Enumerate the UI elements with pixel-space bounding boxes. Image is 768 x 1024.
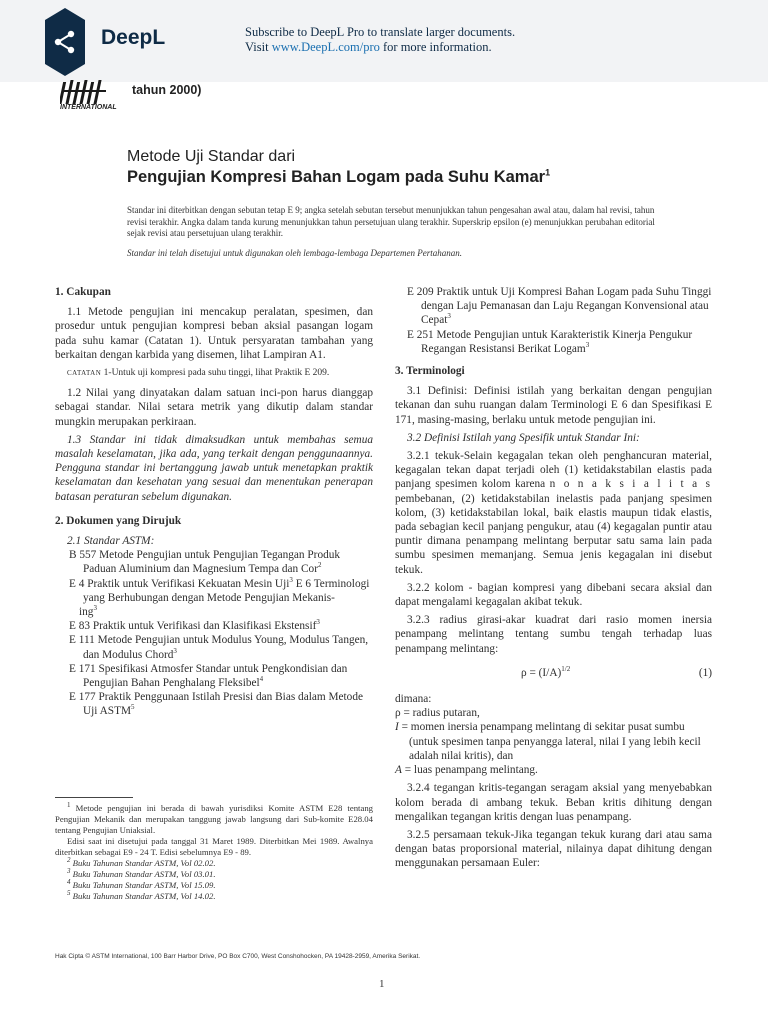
deepl-logo-icon xyxy=(44,6,86,78)
right-column xyxy=(395,285,712,875)
para-1-2: 1.2 Nilai yang dinyatakan dalam satuan inci-pon harus dianggap sebagai standar. Nilai setara metrik yang dikutip dalam standar mungkin merupakan perkiraan. xyxy=(55,387,373,428)
para-1-1: 1.1 Metode pengujian ini mencakup peralatan, spesimen, dan prosedur untuk pengujian kompresi beban aksial pasangan logam pada suhu kamar (Catatan 1). Untuk persyaratan tambahan yang berkaitan dengan karbida yang disemen, lihat Lampiran A1. xyxy=(55,306,373,361)
left-column xyxy=(55,285,373,719)
reference-item: ing$^3$ xyxy=(79,604,97,619)
para-1-3: 1.3 Standar ini tidak dimaksudkan untuk membahas semua masalah keselamatan, jika ada, yang terkait dengan penggunaannya. Pengguna standar ini bertanggung jawab untuk menetapkan praktik keselamatan dan kesehatan yang sesuai dan menentukan penerapan batasan peraturan sebelum digunakan. xyxy=(55,433,373,503)
subscribe-text: Subscribe to DeepL Pro to translate larger documents. xyxy=(245,25,516,39)
definition-a: A = luas penampang melintang. xyxy=(395,764,538,777)
para-3-1: 3.1 Definisi: Definisi istilah yang berkaitan dengan pengujian tekanan dan suhu ruangan dalam Terminologi E 6 dan Spesifikasi E 171, masing-masing, berlaku untuk metode pengujian ini. xyxy=(395,385,712,426)
section-heading-scope: 1. Cakupan xyxy=(55,286,111,298)
where-label: dimana: xyxy=(395,693,432,706)
para-3-2-5: 3.2.5 persamaan tekuk-Jika tegangan tekuk kurang dari atau sama dengan batas proporsional material, nilainya dapat dihitung dengan menggunakan persamaan Euler: xyxy=(395,828,712,870)
title-line-2: Pengujian Kompresi Bahan Logam pada Suhu Kamar$^1$ xyxy=(127,167,551,186)
page-number: 1 xyxy=(379,978,385,990)
para-3-2: 3.2 Definisi Istilah yang Spesifik untuk Standar Ini: xyxy=(407,431,640,444)
designation-year: tahun 2000) xyxy=(132,83,202,97)
section-heading-references: 2. Dokumen yang Dirujuk xyxy=(55,514,182,527)
definition-rho: ρ = radius putaran, xyxy=(395,707,480,720)
astm-logo-subtitle: INTERNATIONAL xyxy=(60,104,117,111)
reference-item: E 4 Praktik untuk Verifikasi Kekuatan Mesin Uji$^3$ E 6 Terminologi yang Berhubungan dengan Metode Pengujian Mekanis- xyxy=(69,575,370,604)
para-3-2-2: 3.2.2 kolom - bagian kompresi yang dibebani secara aksial dan dapat mengalami kegagalan akibat tekuk. xyxy=(395,581,712,609)
reference-item: E 171 Spesifikasi Atmosfer Standar untuk Pengkondisian dan Pengujian Bahan Penghalang Fleksibel$^4$ xyxy=(69,662,348,690)
dod-approval-note: Standar ini telah disetujui untuk digunakan oleh lembaga-lembaga Departemen Pertahanan. xyxy=(127,248,462,258)
deepl-banner xyxy=(0,0,768,82)
title-line-1: Metode Uji Standar dari xyxy=(127,148,296,165)
section-heading-terminology: 3. Terminologi xyxy=(395,365,465,378)
footnotes xyxy=(55,803,373,902)
reference-item: E 177 Praktik Penggunaan Istilah Presisi dan Bias dalam Metode Uji ASTM$^5$ xyxy=(69,691,363,718)
reference-item: E 111 Metode Pengujian untuk Modulus Young, Modulus Tangen, dan Modulus Chord$^3$ xyxy=(69,634,369,661)
equation-1: $\rho = (I/A)^{1/2}$ (1) xyxy=(521,665,712,679)
footnote-5: $^5$ Buku Tahunan Standar ASTM, Vol 14.02. xyxy=(67,889,216,901)
deepl-pro-link[interactable]: www.DeepL.com/pro xyxy=(271,40,380,54)
reference-item: E 83 Praktik untuk Verifikasi dan Klasifikasi Ekstensif$^3$ xyxy=(69,618,320,633)
copyright-line: Hak Cipta © ASTM International, 100 Barr Harbor Drive, PO Box C700, West Conshohocken, PA 19428-2959, Amerika Serikat. xyxy=(55,953,421,960)
reference-item: E 209 Praktik untuk Uji Kompresi Bahan Logam pada Suhu Tinggi dengan Laju Pemanasan dan Laju Regangan Konvensional atau Cepat$^3$ xyxy=(407,286,712,327)
footnote-2: $^2$ Buku Tahunan Standar ASTM, Vol 02.02. xyxy=(67,856,216,868)
definition-i: I = momen inersia penampang melintang di sekitar pusat sumbu (untuk spesimen tanpa penyangga lateral, nilai I yang lebih kecil adalah nilai kritis), dan xyxy=(395,721,701,762)
reference-item: E 251 Metode Pengujian untuk Karakteristik Kinerja Pengukur Regangan Resistansi Berikat Logam$^3$ xyxy=(407,328,693,355)
para-3-2-1: 3.2.1 tekuk-Selain kegagalan tekan oleh penghancuran material, kegagalan tekan dapat terjadi oleh (1) ketidakstabilan elastis pada panjang spesimen kolom karena n o n a k s i a l i t a s pembebanan, (2) ketidakstabilan inelastis pada panjang spesimen kolom, (3) ketidakstabilan lokal, baik elastis maupun tidak elastis, pada sebagian kecil panjang pengukur, atau (4) kegagalan puntir atau puntir dimana penampang melintang berputar satu sama lain pada sumbu spesimen memanjang. Semua jenis kegagalan ini disebut tekuk. xyxy=(395,450,713,576)
note-1: CATATAN 1-Untuk uji kompresi pada suhu tinggi, lihat Praktik E 209. xyxy=(67,368,330,379)
para-3-2-4: 3.2.4 tegangan kritis-tegangan seragam aksial yang menyebabkan kolom berada di ambang tekuk. Beban kritis dihitung dengan mengalikan tegangan kritis dengan luas penampang. xyxy=(395,782,712,823)
deepl-brand-name: DeepL xyxy=(101,26,166,49)
footnote-1: $^1$ Metode pengujian ini berada di bawah yurisdiksi Komite ASTM E28 tentang Pengujian Mekanik dan merupakan tanggung jawab langsung dari Sub-komite E28.04 tentang Pengujian Uniaksial. xyxy=(55,801,374,835)
issuance-note: Standar ini diterbitkan dengan sebutan tetap E 9; angka setelah sebutan tersebut menunjukkan tahun pengesahan awal atau, dalam hal revisi, tahun revisi terakhir. Angka dalam tanda kurung menunjukkan tahun persetujuan ulang terakhir. Superskrip epsilon (e) menunjukkan perubahan editorial sejak revisi atau persetujuan ulang terakhir. xyxy=(127,205,655,238)
reference-list xyxy=(55,548,373,718)
visit-text: Visit www.DeepL.com/pro for more information. xyxy=(245,40,492,54)
para-2-1: 2.1 Standar ASTM: xyxy=(67,535,155,548)
footnote-3: $^3$ Buku Tahunan Standar ASTM, Vol 03.01. xyxy=(67,867,216,879)
footnote-4: $^4$ Buku Tahunan Standar ASTM, Vol 15.09. xyxy=(67,878,216,890)
footnote-1b: Edisi saat ini disetujui pada tanggal 31 Maret 1989. Diterbitkan Mei 1989. Awalnya diterbitkan sebagai E9 - 24 T. Edisi sebelumnya E9 - 89. xyxy=(55,836,373,857)
para-3-2-3: 3.2.3 radius girasi-akar kuadrat dari rasio momen inersia penampang melintang tentang sumbu tengah terhadap luas penampang melintang: xyxy=(395,614,712,655)
footnote-divider xyxy=(55,797,133,798)
reference-item: B 557 Metode Pengujian untuk Pengujian Tegangan Produk Paduan Aluminium dan Magnesium Tempa dan Cor$^2$ xyxy=(69,549,341,576)
